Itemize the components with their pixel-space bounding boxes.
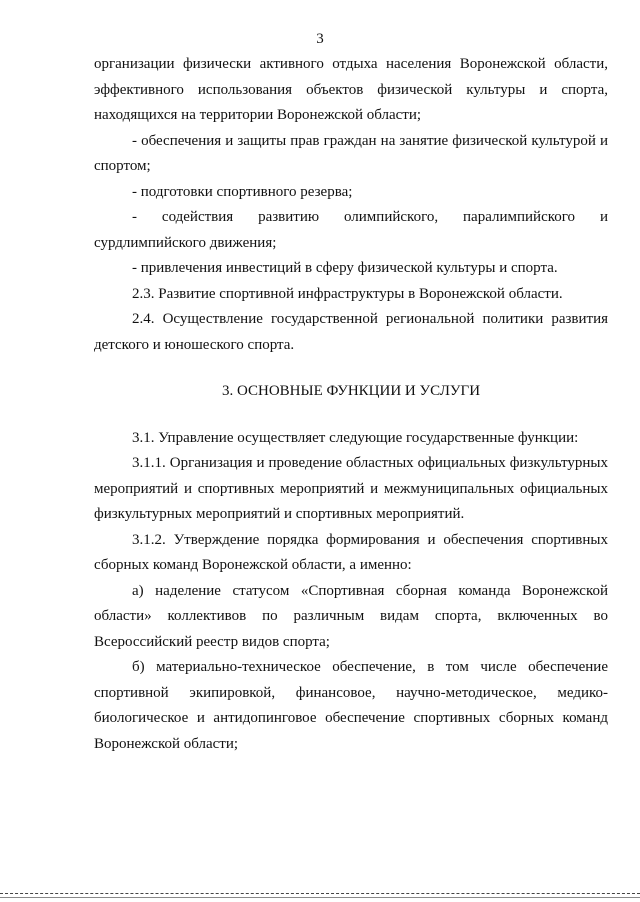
paragraph-continuation: организации физически активного отдыха населения Воронежской области, эффективного использования объектов физической культуры и спорта, находящихся на территории Воронежской области; — [94, 56, 608, 123]
subitem-a: а) наделение статусом «Спортивная сборная команда Воронежской области» коллективов по различным видам спорта, включенных во Всероссийский реестр видов спорта; — [94, 582, 608, 650]
paragraph-3-1: 3.1. Управление осуществляет следующие государственные функции: — [132, 429, 579, 446]
list-item-reserve: - подготовки спортивного резерва; — [132, 183, 353, 200]
paragraph-2-4: 2.4. Осуществление государственной региональной политики развития детского и юношеского спорта. — [94, 311, 608, 353]
paragraph-3-1-1: 3.1.1. Организация и проведение областных официальных физкультурных мероприятий и спортивных мероприятий и межмуниципальных официальных физкультурных мероприятий и спортивных мероприятий. — [94, 455, 608, 522]
paragraph-2-3: 2.3. Развитие спортивной инфраструктуры в Воронежской области. — [132, 285, 563, 302]
footer-rule — [0, 893, 640, 894]
paragraph-3-1-2: 3.1.2. Утверждение порядка формирования и обеспечения спортивных сборных команд Воронежской области, а именно: — [94, 531, 608, 573]
section-heading: 3. ОСНОВНЫЕ ФУНКЦИИ И УСЛУГИ — [221, 383, 481, 399]
spacer — [94, 358, 608, 379]
list-item-rights: - обеспечения и защиты прав граждан на занятие физической культурой и спортом; — [94, 132, 608, 174]
page-number: 3 — [316, 31, 324, 47]
list-item-olympic: - содействия развитию олимпийского, паралимпийского и сурдлимпийского движения; — [94, 209, 608, 251]
subitem-b: б) материально-техническое обеспечение, в том числе обеспечение спортивной экипировкой, финансовое, научно-методическое, медико-биологическое и антидопинговое обеспечение спортивных сборных команд Воронежской области; — [94, 659, 608, 752]
list-item-investment: - привлечения инвестиций в сферу физической культуры и спорта. — [132, 260, 558, 276]
footer-rule-secondary — [0, 897, 640, 898]
spacer — [94, 405, 608, 426]
document-body — [94, 52, 608, 757]
